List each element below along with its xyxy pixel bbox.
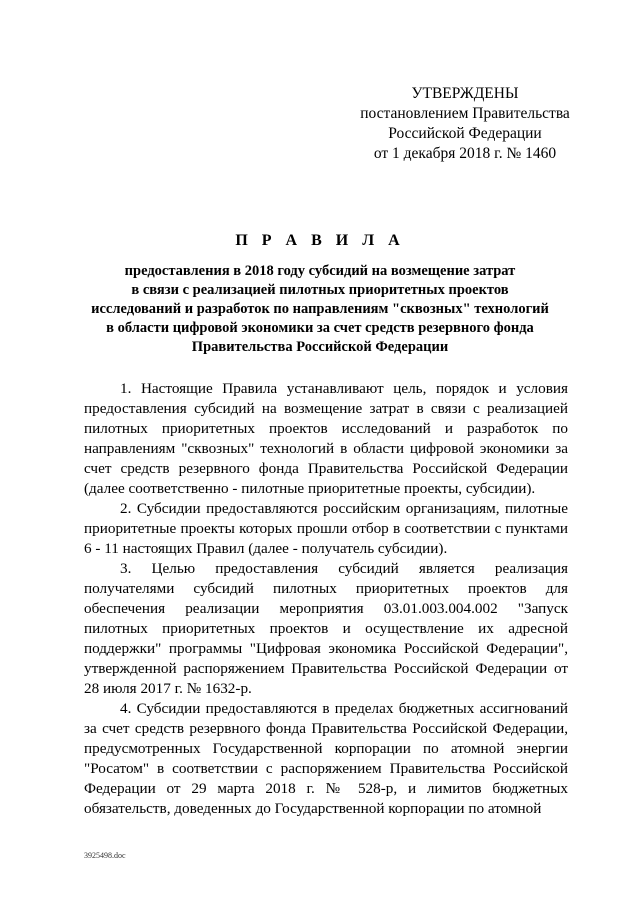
document-title: П Р А В И Л А — [235, 232, 405, 249]
paragraph: 4. Субсидии предоставляются в пределах бюджетных ассигнований за счет средств резервного фонда Правительства Российской Федерации, предусмотренных Государственной корпорации по атомной энергии "Росатом" в соответствии с распоряжением Правительства Российской Федерации от 29 марта 2018 г. № 528-р, и лимитов бюджетных обязательств, доведенных до Государственной корпорации по атомной — [84, 700, 568, 817]
subtitle-line: в связи с реализацией пилотных приоритетных проектов — [131, 282, 509, 298]
paragraph: 3. Целью предоставления субсидий является реализация получателями субсидий пилотных приоритетных проектов для обеспечения реализации мероприятия 03.01.003.004.002 "Запуск пилотных приоритетных проектов и осуществление их адресной поддержки" программы "Цифровая экономика Российской Федерации", утвержденной распоряжением Правительства Российской Федерации от 28 июля 2017 г. № 1632-р. — [84, 560, 568, 697]
approval-line: от 1 декабря 2018 г. № 1460 — [373, 145, 557, 162]
file-name-footer: 3925498.doc — [84, 851, 126, 860]
subtitle-line: предоставления в 2018 году субсидий на возмещение затрат — [124, 263, 516, 279]
document-subtitle — [60, 262, 580, 357]
subtitle-line: Правительства Российской Федерации — [191, 339, 449, 355]
subtitle-line: исследований и разработок по направлениям "сквозных" технологий — [91, 301, 549, 317]
approval-block — [345, 84, 585, 164]
paragraph: 2. Субсидии предоставляются российским организациям, пилотные приоритетные проекты которых прошли отбор в соответствии с пунктами 6 - 11 настоящих Правил (далее - получатель субсидии). — [84, 500, 568, 557]
document-body — [84, 379, 568, 819]
approval-line: постановлением Правительства — [360, 105, 570, 122]
approval-line: Российской Федерации — [388, 125, 542, 142]
paragraph: 1. Настоящие Правила устанавливают цель, порядок и условия предоставления субсидий на возмещение затрат в связи с реализацией пилотных приоритетных проектов исследований и разработок по направлениям "сквозных" технологий в области цифровой экономики за счет средств резервного фонда Правительства Российской Федерации (далее соответственно - пилотные приоритетные проекты, субсидии). — [84, 380, 568, 497]
approval-heading: УТВЕРЖДЕНЫ — [411, 85, 519, 102]
subtitle-line: в области цифровой экономики за счет средств резервного фонда — [106, 320, 534, 336]
